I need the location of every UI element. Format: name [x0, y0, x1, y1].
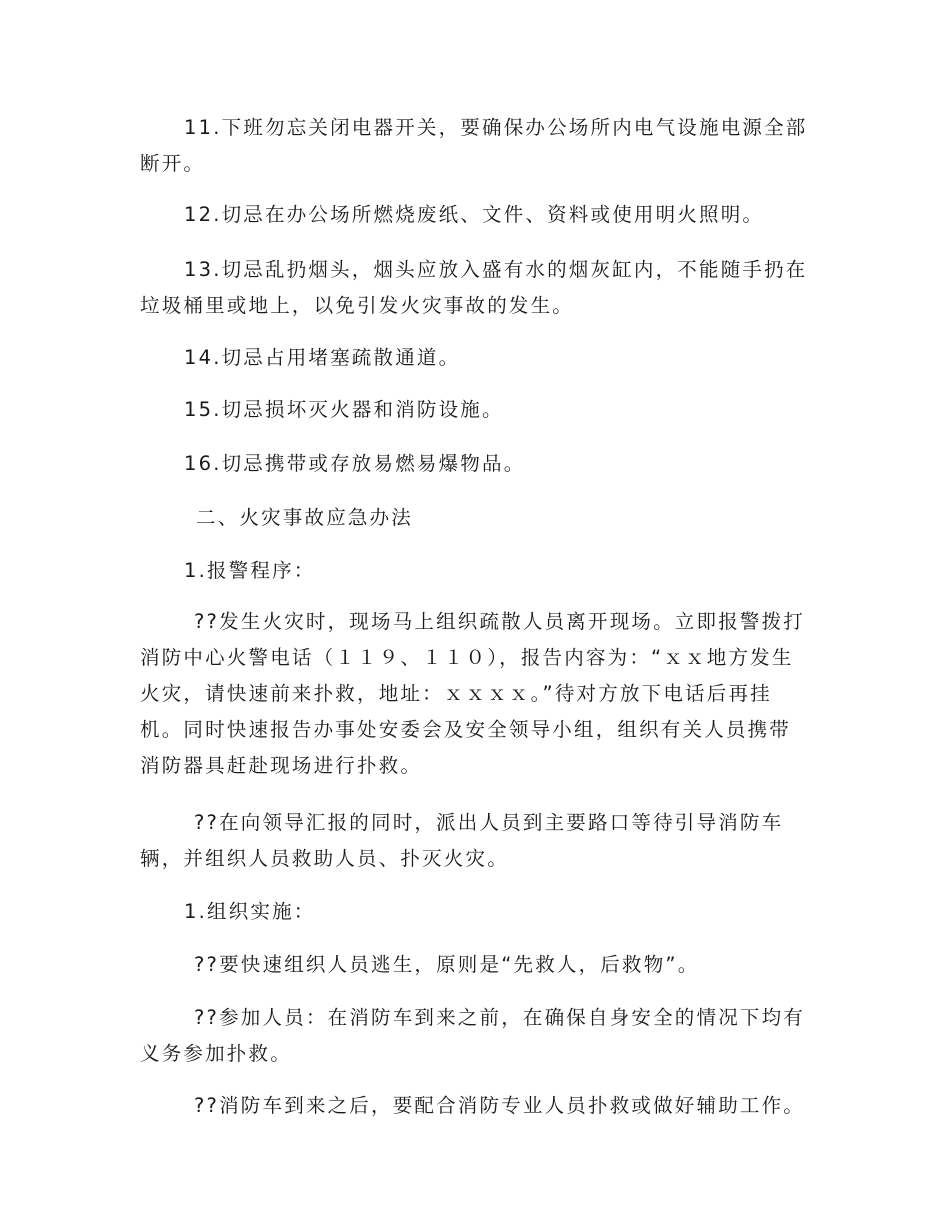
- section-heading: 二、火灾事故应急办法: [196, 506, 414, 529]
- paragraph-participants: ??参加人员：在消防车到来之前，在确保自身安全的情况下均有义务参加扑救。: [140, 1006, 805, 1065]
- paragraph-evacuation-principle: ??要快速组织人员逃生，原则是“先救人，后救物”。: [194, 953, 700, 976]
- subheading-organization: 1.组织实施：: [184, 900, 316, 923]
- paragraph-item-11: 11.下班勿忘关闭电器开关，要确保办公场所内电气设施电源全部断开。: [140, 116, 808, 175]
- paragraph-item-12: 12.切忌在办公场所燃烧废纸、文件、资料或使用明火照明。: [184, 203, 765, 226]
- paragraph-item-16: 16.切忌携带或存放易燃易爆物品。: [184, 452, 526, 475]
- paragraph-report-leaders: ??在向领导汇报的同时，派出人员到主要路口等待引导消防车辆，并组织人员救助人员、扑灭火灾。: [140, 811, 784, 870]
- paragraph-item-13: 13.切忌乱扔烟头，烟头应放入盛有水的烟灰缸内，不能随手扔在垃圾桶里或地上，以免引发火灾事故的发生。: [140, 258, 808, 317]
- paragraph-alarm-details: ??发生火灾时，现场马上组织疏散人员离开现场。立即报警拨打消防中心火警电话（１１９、１１０），报告内容为：“ｘｘ地方发生火灾，请快速前来扑救，地址：ｘｘｘｘ。”待对方放下电话后再挂机。同时快速报告办事处安委会及安全领导小组，组织有关人员携带消防器具赶赴现场进行扑救。: [140, 610, 805, 777]
- paragraph-item-15: 15.切忌损坏灭火器和消防设施。: [184, 398, 504, 421]
- subheading-alarm-procedure: 1.报警程序：: [184, 559, 316, 582]
- paragraph-after-fire-truck: ??消防车到来之后，要配合消防专业人员扑救或做好辅助工作。: [194, 1094, 805, 1117]
- paragraph-item-14: 14.切忌占用堵塞疏散通道。: [184, 346, 461, 369]
